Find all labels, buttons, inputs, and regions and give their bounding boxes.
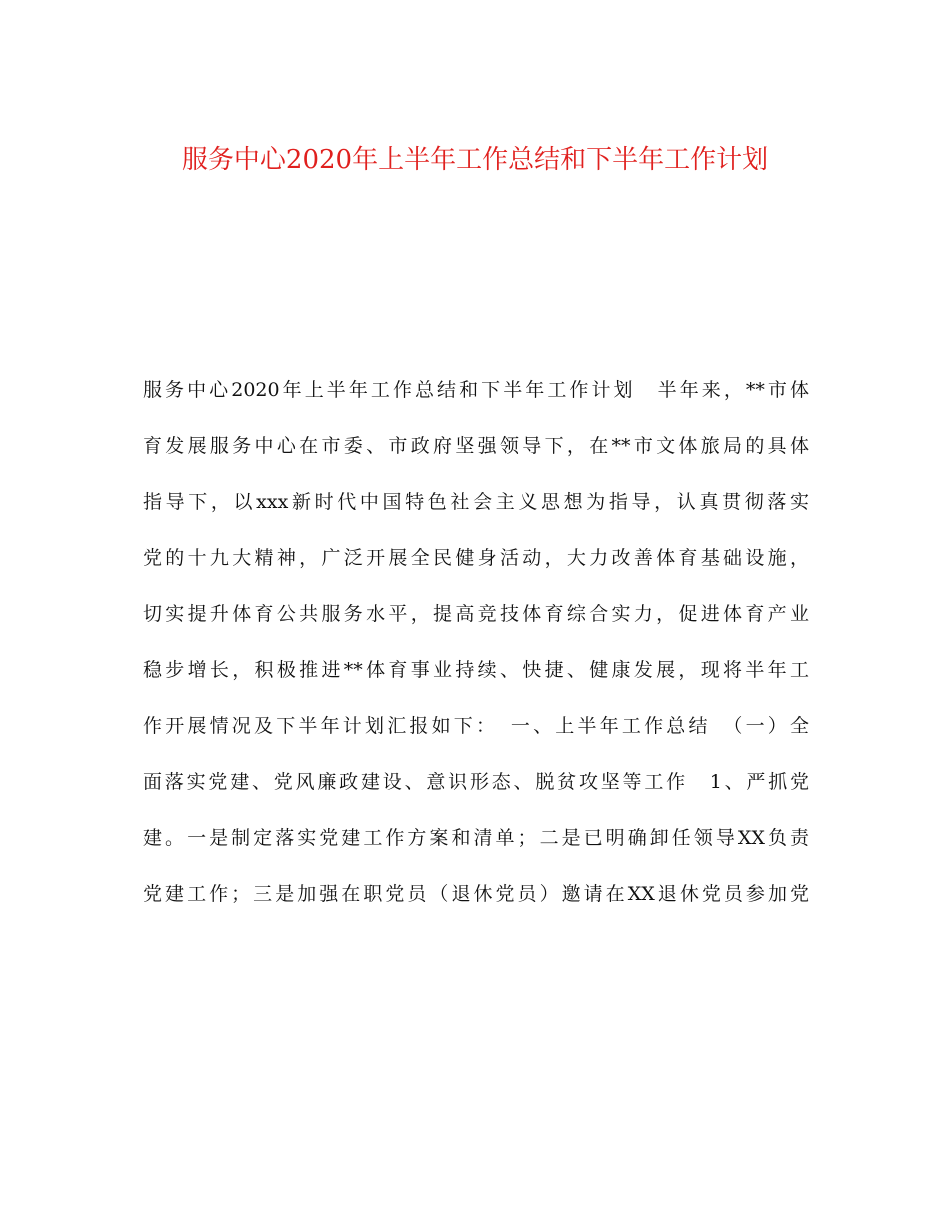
- document-body: [143, 370, 809, 930]
- body-line: 服务中心2020年上半年工作总结和下半年工作计划 半年来，**市体: [143, 379, 809, 401]
- body-line: 党的十九大精神，广泛开展全民健身活动，大力改善体育基础设施，: [143, 547, 809, 569]
- body-line: 面落实党建、党风廉政建设、意识形态、脱贫攻坚等工作 1、严抓党: [143, 771, 809, 793]
- document-title: 服务中心2020年上半年工作总结和下半年工作计划: [181, 145, 769, 175]
- body-line: 切实提升体育公共服务水平，提高竞技体育综合实力，促进体育产业: [143, 603, 809, 625]
- body-line: 指导下，以xxx新时代中国特色社会主义思想为指导，认真贯彻落实: [143, 491, 809, 513]
- body-line: 育发展服务中心在市委、市政府坚强领导下，在**市文体旅局的具体: [143, 435, 809, 457]
- body-line: 建。一是制定落实党建工作方案和清单；二是已明确卸任领导XX负责: [143, 827, 809, 849]
- body-line: 作开展情况及下半年计划汇报如下： 一、上半年工作总结 （一）全: [143, 715, 809, 737]
- body-line: 稳步增长，积极推进**体育事业持续、快捷、健康发展，现将半年工: [143, 659, 809, 681]
- body-line: 党建工作；三是加强在职党员（退休党员）邀请在XX退休党员参加党: [143, 883, 809, 905]
